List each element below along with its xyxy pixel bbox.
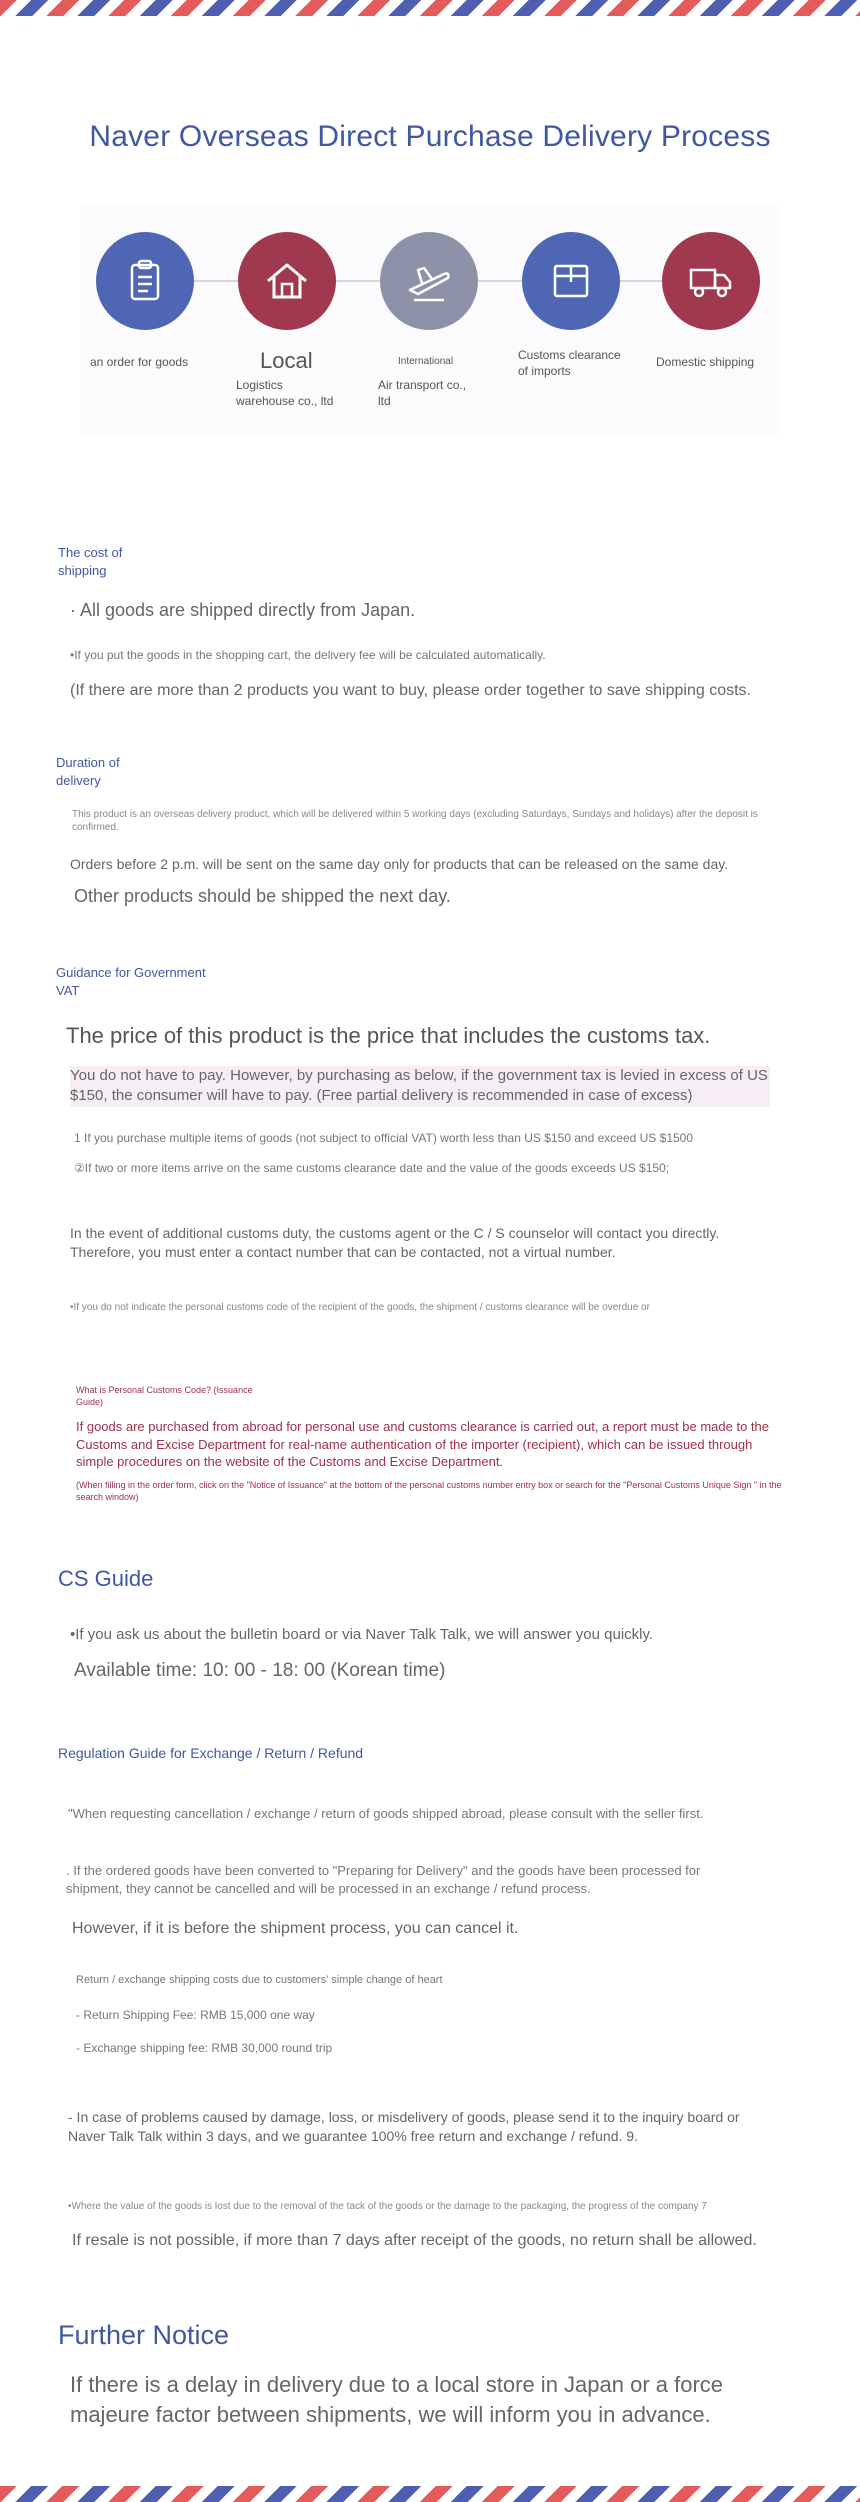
box-icon bbox=[546, 256, 596, 306]
step-air-label: Air transport co., ltd bbox=[378, 378, 467, 409]
further-heading: Further Notice bbox=[58, 2320, 230, 2350]
duration-heading: Duration of delivery bbox=[56, 755, 120, 788]
regulation-line3: However, if it is before the shipment process, you can cancel it. bbox=[72, 1920, 519, 1937]
vat-line3: 1 If you purchase multiple items of goods (not subject to official VAT) worth less than US $150 and exceed US $1500 bbox=[74, 1131, 694, 1145]
shipping-cost-line1: · All goods are shipped directly from Japan. bbox=[70, 600, 416, 620]
regulation-heading: Regulation Guide for Exchange / Return / Refund bbox=[58, 1745, 364, 1761]
duration-line1: This product is an overseas delivery product, which will be delivered within 5 working days (excluding Saturdays, Sundays and holidays) after the deposit is confirmed. bbox=[72, 809, 758, 833]
regulation-line9: If resale is not possible, if more than 7 days after receipt of the goods, no return shall be allowed. bbox=[72, 2232, 757, 2249]
pccc-note: (When filling in the order form, click on the "Notice of Issuance" at the bottom of the personal customs number entry box or search for the "Personal Customs Unique Sign " in the search window) bbox=[76, 1480, 782, 1502]
regulation-line4: Return / exchange shipping costs due to customers' simple change of heart bbox=[76, 1974, 443, 1986]
cs-heading: CS Guide bbox=[58, 1566, 154, 1591]
regulation-line2: . If the ordered goods have been converted to "Preparing for Delivery" and the goods have been processed for shipment, they cannot be cancelled and will be processed in an exchange / refund process. bbox=[66, 1863, 701, 1896]
step-order-label: an order for goods bbox=[90, 355, 189, 369]
pccc-body: If goods are purchased from abroad for personal use and customs clearance is carried out, a report must be made to the Customs and Excise Department for real-name authentication of the importer (recipient), which can be issued through simple procedures on the website of the Customs and Excise Department. bbox=[76, 1419, 769, 1470]
step-order bbox=[96, 232, 194, 330]
shipping-cost-line3: (If there are more than 2 products you want to buy, please order together to save shipping costs. bbox=[70, 682, 751, 699]
step-customs bbox=[522, 232, 620, 330]
vat-line5: In the event of additional customs duty, the customs agent or the C / S counselor will contact you directly. Therefore, you must enter a contact number that can be contacted, not a virtual number. bbox=[70, 1225, 720, 1260]
regulation-line1: "When requesting cancellation / exchange / return of goods shipped abroad, please consult with the seller first. bbox=[68, 1806, 704, 1821]
regulation-line5: - Return Shipping Fee: RMB 15,000 one way bbox=[76, 2008, 315, 2022]
further-body: If there is a delay in delivery due to a local store in Japan or a force majeure factor between shipments, we will inform you in advance. bbox=[70, 2372, 724, 2427]
step-air-label-small: International bbox=[398, 356, 454, 367]
airmail-stripe-top bbox=[0, 0, 860, 16]
airplane-icon bbox=[404, 256, 454, 306]
regulation-line6: - Exchange shipping fee: RMB 30,000 round trip bbox=[76, 2041, 333, 2055]
vat-line2: You do not have to pay. However, by purchasing as below, if the government tax is levied in excess of US $150, the consumer will have to pay. (Free partial delivery is recommended in case of excess) bbox=[70, 1066, 770, 1107]
step-warehouse bbox=[238, 232, 336, 330]
step-air bbox=[380, 232, 478, 330]
vat-line4: ②If two or more items arrive on the same customs clearance date and the value of the goods exceeds US $150; bbox=[74, 1161, 670, 1175]
duration-line2: Orders before 2 p.m. will be sent on the same day only for products that can be released on the same day. bbox=[70, 856, 729, 872]
regulation-line8: •Where the value of the goods is lost due to the removal of the tack of the goods or the damage to the packaging, the progress of the company 7 bbox=[68, 2201, 707, 2212]
airmail-stripe-bottom bbox=[0, 2486, 860, 2502]
step-domestic-label: Domestic shipping bbox=[656, 355, 755, 369]
step-warehouse-label-big: Local bbox=[260, 348, 313, 373]
step-customs-label: Customs clearance of imports bbox=[518, 348, 621, 379]
shipping-cost-line2: •If you put the goods in the shopping cart, the delivery fee will be calculated automatically. bbox=[70, 648, 546, 662]
shipping-cost-heading: The cost of shipping bbox=[58, 545, 123, 578]
cs-line2: Available time: 10: 00 - 18: 00 (Korean time) bbox=[74, 1660, 446, 1681]
vat-line1: The price of this product is the price that includes the customs tax. bbox=[66, 1023, 711, 1048]
vat-heading: Guidance for Government VAT bbox=[56, 965, 206, 998]
house-icon bbox=[262, 256, 312, 306]
page-title: Naver Overseas Direct Purchase Delivery Process bbox=[89, 120, 771, 153]
pccc-heading: What is Personal Customs Code? (Issuance Guide) bbox=[76, 1385, 253, 1407]
regulation-line7: - In case of problems caused by damage, loss, or misdelivery of goods, please send it to the inquiry board or Naver Talk Talk within 3 days, and we guarantee 100% free return and exchange / refund. 9. bbox=[68, 2109, 740, 2144]
step-domestic bbox=[662, 232, 760, 330]
vat-line6: •If you do not indicate the personal customs code of the recipient of the goods, the shipment / customs clearance will be overdue or bbox=[70, 1302, 650, 1313]
cs-line1: •If you ask us about the bulletin board or via Naver Talk Talk, we will answer you quickly. bbox=[70, 1626, 654, 1643]
step-warehouse-label: Logistics warehouse co., ltd bbox=[236, 378, 334, 409]
duration-line3: Other products should be shipped the next day. bbox=[74, 886, 451, 906]
clipboard-icon bbox=[120, 256, 170, 306]
truck-icon bbox=[686, 256, 736, 306]
